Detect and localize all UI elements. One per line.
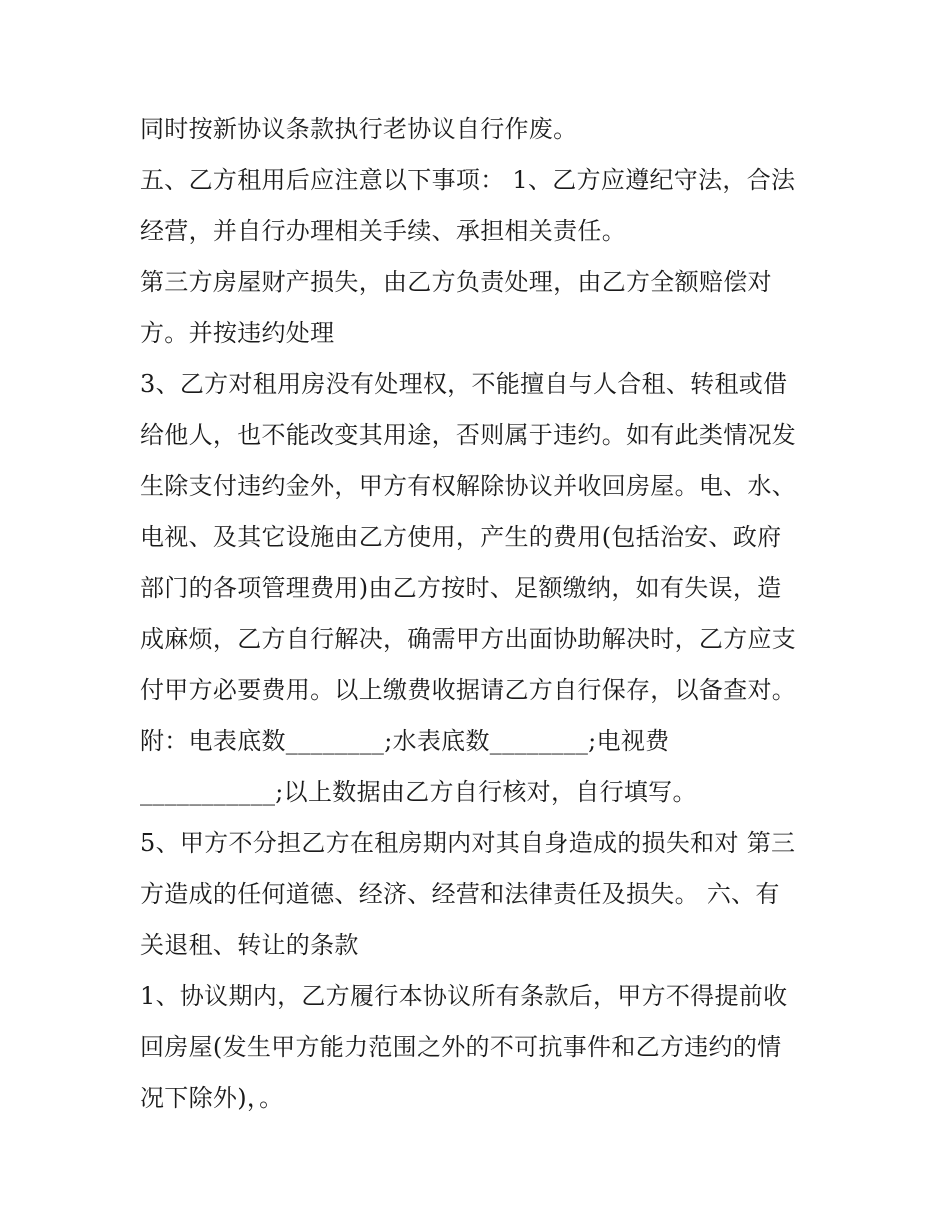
text-line: 第三方房屋财产损失，由乙方负责处理，由乙方全额赔偿对 [140,268,772,296]
text-line: 付甲方必要费用。以上缴费收据请乙方自行保存，以备查对。 [140,676,797,704]
text-line: 回房屋(发生甲方能力范围之外的不可抗事件和乙方违约的情 [140,1033,782,1061]
text-line: 成麻烦，乙方自行解决，确需甲方出面协助解决时，乙方应支 [140,625,797,653]
text-line: 5、甲方不分担乙方在租房期内对其自身造成的损失和对 第三 [140,829,796,857]
text-line: 方造成的任何道德、经济、经营和法律责任及损失。 六、有 [140,880,780,908]
text-line: 关退租、转让的条款 [140,931,359,959]
body-text [140,109,820,1129]
text-line: 附：电表底数________;水表底数________;电视费 [140,727,670,755]
text-line: 况下除外)，。 [140,1084,284,1112]
text-line: 方。并按违约处理 [140,319,335,347]
text-line: 经营，并自行办理相关手续、承担相关责任。 [140,217,626,245]
text-line: 3、乙方对租用房没有处理权，不能擅自与人合租、转租或借 [140,370,788,398]
text-line: 给他人，也不能改变其用途，否则属于违约。如有此类情况发 [140,421,797,449]
text-line: 部门的各项管理费用)由乙方按时、足额缴纳，如有失误，造 [140,574,782,602]
text-line: 同时按新协议条款执行老协议自行作废。 [140,115,578,143]
text-line: 五、乙方租用后应注意以下事项： 1、乙方应遵纪守法，合法 [140,166,796,194]
text-line: 1、协议期内，乙方履行本协议所有条款后，甲方不得提前收 [140,982,788,1010]
text-line: 电视、及其它设施由乙方使用，产生的费用(包括治安、政府 [140,523,782,551]
text-line: ___________;以上数据由乙方自行核对，自行填写。 [140,778,697,806]
text-line: 生除支付违约金外，甲方有权解除协议并收回房屋。电、水、 [140,472,797,500]
